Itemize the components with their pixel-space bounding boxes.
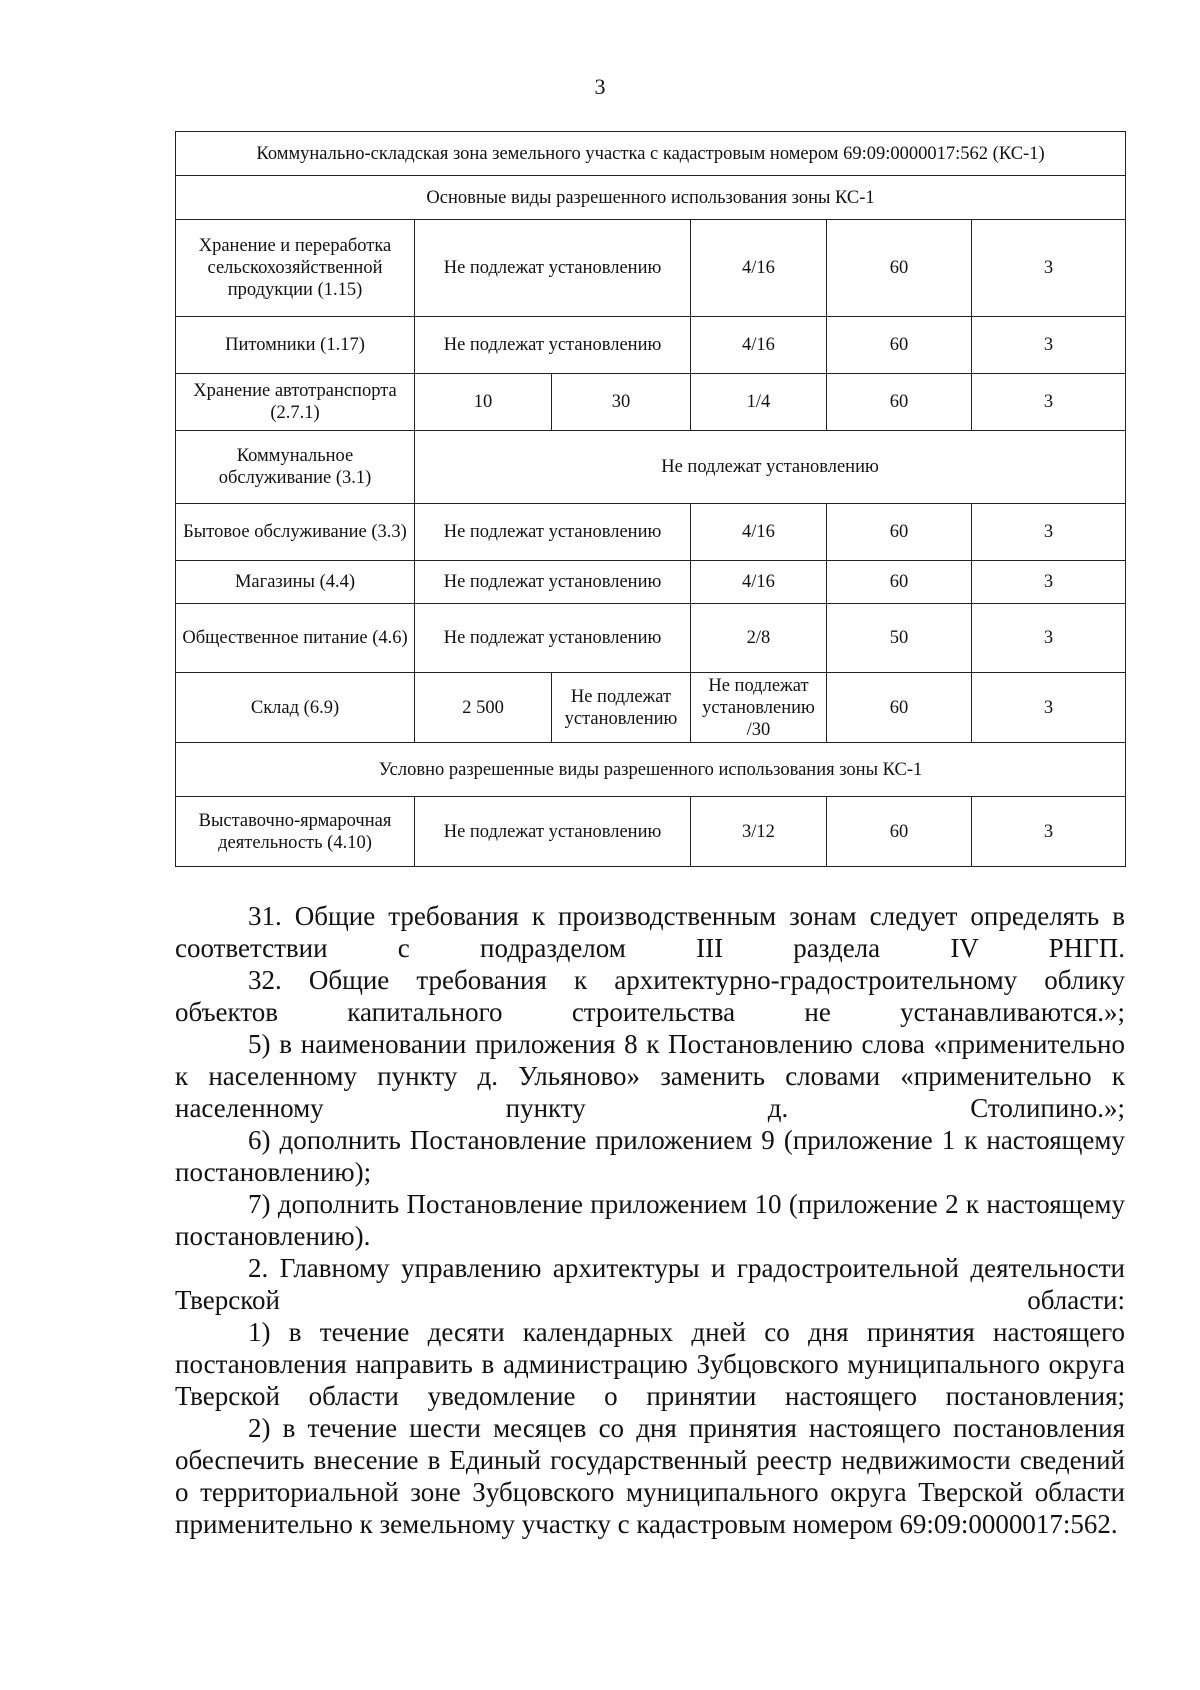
- table-row: [176, 673, 1126, 743]
- paragraph: 2) в течение шести месяцев со дня принятия настоящего постановления обеспечить внесение в Единый государственный реестр недвижимости сведений о территориальной зоне Зубцовского муниципального округа Тверской области применительно к земельному участку с кадастровым номером 69:09:0000017:562.: [175, 1413, 1125, 1539]
- row-cell: 4/16: [691, 561, 827, 604]
- row-cell: 2 500: [415, 673, 552, 743]
- paragraph: 7) дополнить Постановление приложением 10 (приложение 2 к настоящему постановлению).: [175, 1189, 1125, 1251]
- row-name: Бытовое обслуживание (3.3): [176, 504, 415, 561]
- row-name: Выставочно-ярмарочная деятельность (4.10): [176, 797, 415, 867]
- row-cell: Не подлежат установлению: [415, 431, 1126, 504]
- row-name: Магазины (4.4): [176, 561, 415, 604]
- table-row: [176, 220, 1126, 317]
- table-title: Коммунально-складская зона земельного участка с кадастровым номером 69:09:0000017:562 (КС-1): [176, 132, 1126, 176]
- paragraph: 1) в течение десяти календарных дней со дня принятия настоящего постановления направить в администрацию Зубцовского муниципального округа Тверской области уведомление о принятии настоящего постановления;: [175, 1317, 1125, 1411]
- row-cell: 3: [972, 561, 1126, 604]
- row-cell: 3: [972, 317, 1126, 374]
- row-cell: 3: [972, 504, 1126, 561]
- row-cell: Не подлежат установлению: [415, 317, 691, 374]
- table-row: [176, 797, 1126, 867]
- row-cell: 2/8: [691, 604, 827, 673]
- row-name: Коммунальное обслуживание (3.1): [176, 431, 415, 504]
- row-cell: Не подлежат установлению: [415, 561, 691, 604]
- row-cell: 60: [827, 673, 972, 743]
- row-cell: 60: [827, 504, 972, 561]
- table-section-row: [176, 743, 1126, 797]
- row-cell: 3: [972, 374, 1126, 431]
- table-row: [176, 604, 1126, 673]
- conditional-uses-header: Условно разрешенные виды разрешенного использования зоны КС-1: [176, 743, 1126, 797]
- paragraph: 31. Общие требования к производственным зонам следует определять в соответствии с подразделом III раздела IV РНГП.: [175, 901, 1125, 963]
- table-row: [176, 374, 1126, 431]
- row-cell: 4/16: [691, 317, 827, 374]
- row-cell: 3: [972, 604, 1126, 673]
- row-name: Хранение и переработка сельскохозяйственной продукции (1.15): [176, 220, 415, 317]
- row-cell: Не подлежат установлению: [415, 504, 691, 561]
- table-row: [176, 504, 1126, 561]
- row-cell: 3: [972, 797, 1126, 867]
- row-cell: 3: [972, 673, 1126, 743]
- table-title-row: [176, 132, 1126, 176]
- paragraph: 6) дополнить Постановление приложением 9 (приложение 1 к настоящему постановлению);: [175, 1125, 1125, 1187]
- row-name: Общественное питание (4.6): [176, 604, 415, 673]
- row-cell: Не подлежат установлению: [415, 220, 691, 317]
- page-number: 3: [594, 74, 606, 99]
- main-uses-header: Основные виды разрешенного использования зоны КС-1: [176, 176, 1126, 220]
- row-cell: 60: [827, 374, 972, 431]
- row-cell: 1/4: [691, 374, 827, 431]
- row-name: Питомники (1.17): [176, 317, 415, 374]
- row-cell: 10: [415, 374, 552, 431]
- row-cell: 30: [552, 374, 691, 431]
- table-section-row: [176, 176, 1126, 220]
- body-text: [175, 900, 1125, 1540]
- row-cell: 60: [827, 220, 972, 317]
- zone-table: [175, 131, 1126, 867]
- row-cell: 3/12: [691, 797, 827, 867]
- row-cell: 4/16: [691, 220, 827, 317]
- row-cell: 3: [972, 220, 1126, 317]
- table-row: [176, 431, 1126, 504]
- table-row: [176, 561, 1126, 604]
- row-cell: 50: [827, 604, 972, 673]
- row-cell: 60: [827, 561, 972, 604]
- paragraph: 32. Общие требования к архитектурно-градостроительному облику объектов капитального строительства не устанавливаются.»;: [175, 965, 1125, 1027]
- row-cell: Не подлежат установлению /30: [691, 673, 827, 743]
- row-cell: Не подлежат установлению: [415, 604, 691, 673]
- row-cell: 4/16: [691, 504, 827, 561]
- row-cell: 60: [827, 317, 972, 374]
- table-row: [176, 317, 1126, 374]
- paragraph: 2. Главному управлению архитектуры и градостроительной деятельности Тверской области:: [175, 1253, 1125, 1315]
- row-name: Хранение автотранспорта (2.7.1): [176, 374, 415, 431]
- row-cell: Не подлежат установлению: [552, 673, 691, 743]
- row-cell: Не подлежат установлению: [415, 797, 691, 867]
- row-name: Склад (6.9): [176, 673, 415, 743]
- paragraph: 5) в наименовании приложения 8 к Постановлению слова «применительно к населенному пункту д. Ульяново» заменить словами «применительно к населенному пункту д. Столипино.»;: [175, 1029, 1125, 1123]
- row-cell: 60: [827, 797, 972, 867]
